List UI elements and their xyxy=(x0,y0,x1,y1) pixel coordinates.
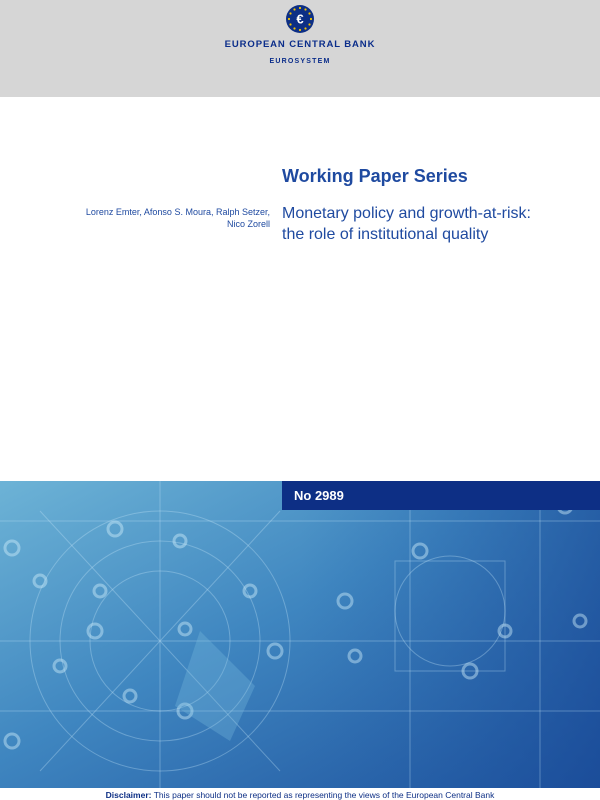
paper-number-box xyxy=(282,481,600,510)
paper-title-line: Monetary policy and growth-at-risk: xyxy=(282,205,531,222)
disclaimer-text: This paper should not be reported as representing the views of the European Central Bank xyxy=(153,790,495,800)
bank-name: EUROPEAN CENTRAL BANK xyxy=(224,39,376,50)
authors-line: Nico Zorell xyxy=(226,219,270,229)
euro-star-circle-icon xyxy=(285,4,315,34)
authors-line: Lorenz Emter, Afonso S. Moura, Ralph Setzer, xyxy=(85,207,270,217)
header-band xyxy=(0,0,600,97)
paper-title-line: the role of institutional quality xyxy=(282,226,489,243)
cover-artwork xyxy=(0,481,600,788)
paper-number: No 2989 xyxy=(294,488,344,503)
paper-title xyxy=(282,203,582,245)
eurosystem-label: EUROSYSTEM xyxy=(269,58,331,65)
svg-text:€: € xyxy=(296,11,304,27)
authors xyxy=(40,206,270,230)
series-title: Working Paper Series xyxy=(282,166,468,186)
disclaimer-label: Disclaimer: xyxy=(105,790,152,800)
disclaimer xyxy=(0,790,600,800)
